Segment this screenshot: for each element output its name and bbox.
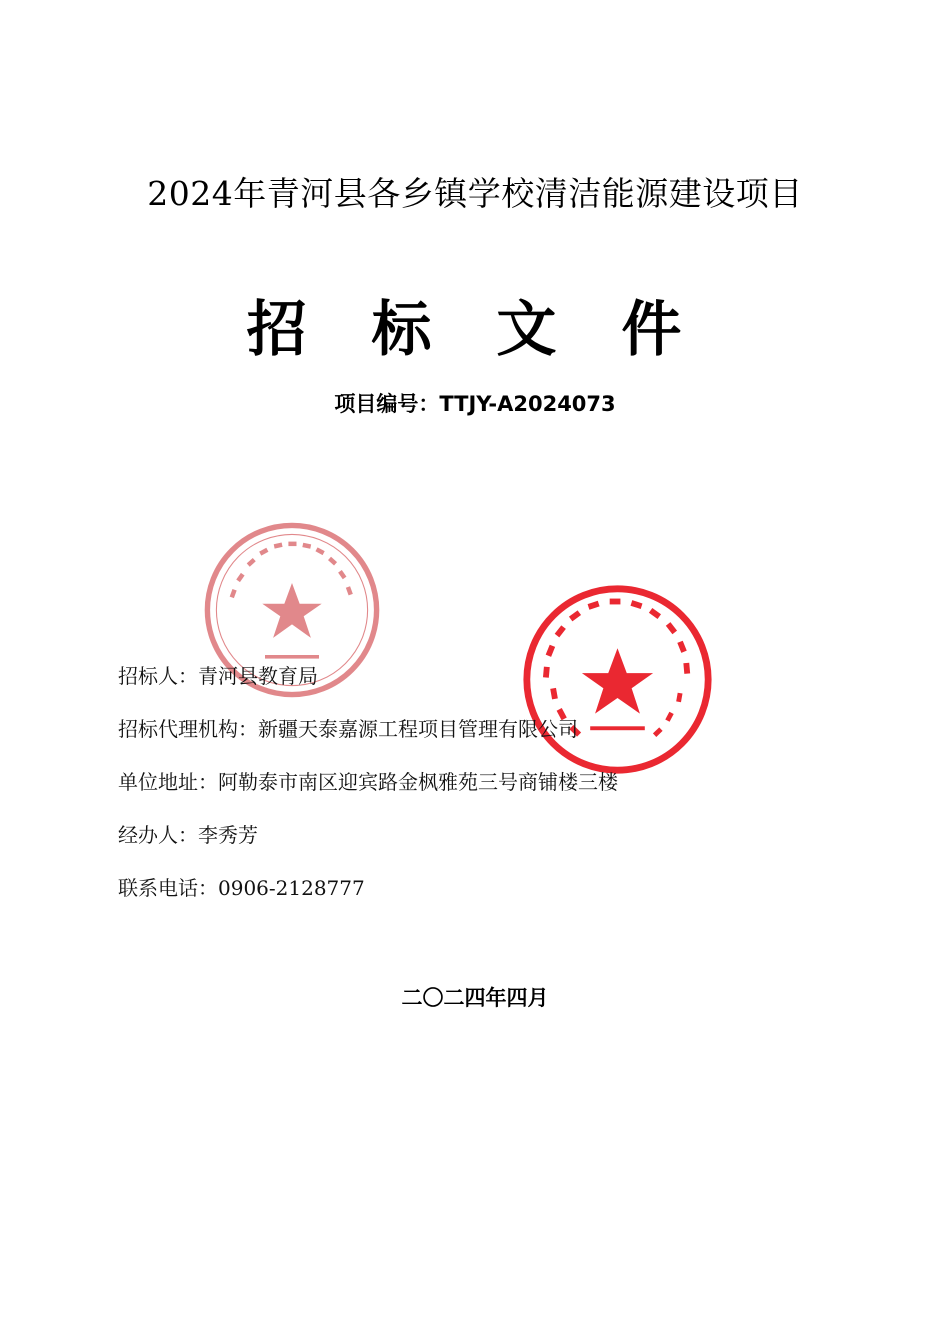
issue-date: 二〇二四年四月 bbox=[401, 986, 549, 1010]
project-title: 2024年青河县各乡镇学校清洁能源建设项目 bbox=[147, 174, 803, 213]
contact-info bbox=[118, 660, 838, 925]
address-line: 单位地址：阿勒泰市南区迎宾路金枫雅苑三号商铺楼三楼 bbox=[118, 770, 618, 794]
document-title: 招 标 文 件 bbox=[246, 295, 704, 365]
project-number: 项目编号：TTJY-A2024073 bbox=[334, 392, 616, 416]
tenderer-line: 招标人：青河县教育局 bbox=[118, 664, 318, 688]
agency-line: 招标代理机构：新疆天泰嘉源工程项目管理有限公司 bbox=[118, 717, 578, 741]
phone-line: 联系电话：0906-2128777 bbox=[118, 876, 365, 900]
handler-line: 经办人：李秀芳 bbox=[118, 823, 258, 847]
